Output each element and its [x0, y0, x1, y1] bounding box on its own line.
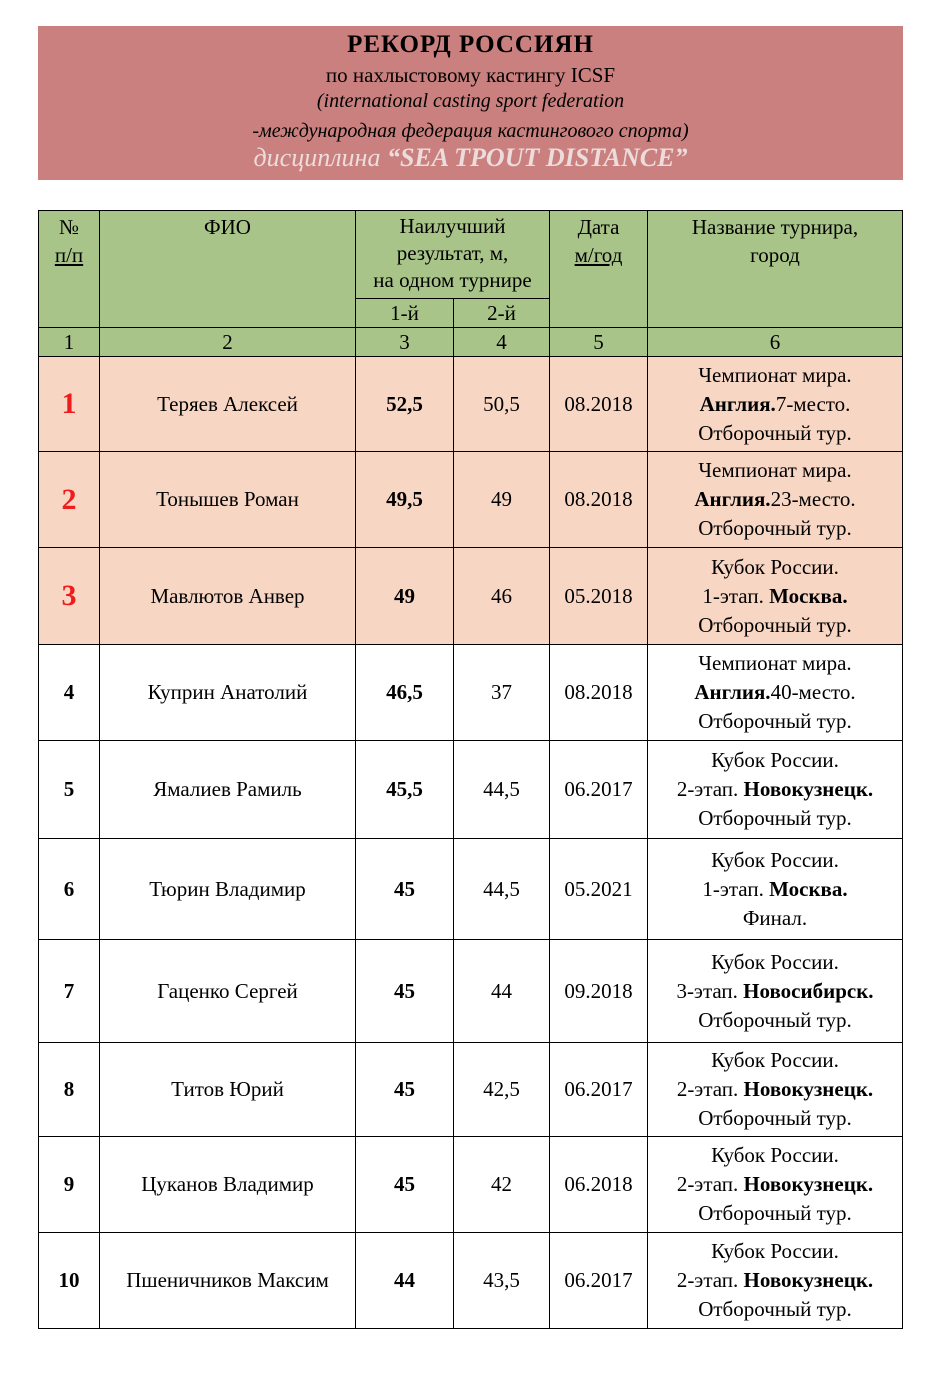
second-result-cell: 50,5 — [454, 357, 550, 452]
page-subtitle: по нахлыстовому кастингу ICSF — [325, 63, 616, 87]
tournament-line2 — [648, 678, 902, 707]
tournament-cell — [648, 645, 903, 741]
date-cell: 06.2017 — [550, 1043, 648, 1137]
location-text: Новосибирск. — [743, 978, 874, 1003]
tournament-line3: Отборочный тур. — [698, 1106, 852, 1130]
date-cell: 09.2018 — [550, 940, 648, 1043]
tournament-line2 — [648, 977, 902, 1006]
stage-text: 1-этап. — [702, 876, 770, 901]
date-cell: 08.2018 — [550, 452, 648, 548]
date-cell: 08.2018 — [550, 645, 648, 741]
tournament-line3: Отборочный тур. — [698, 1297, 852, 1321]
first-result-cell: 49 — [356, 548, 454, 645]
column-number: 3 — [356, 328, 454, 357]
second-result-cell: 44,5 — [454, 839, 550, 940]
location-text: Новокузнецк. — [743, 777, 874, 801]
name-cell: Пшеничников Максим — [100, 1233, 356, 1329]
tournament-cell — [648, 357, 903, 452]
table-row — [39, 548, 903, 645]
header-tournament — [648, 211, 903, 328]
header-name: ФИО — [100, 211, 356, 328]
second-result-cell: 43,5 — [454, 1233, 550, 1329]
location-text: Москва. — [769, 583, 848, 608]
title-banner — [38, 26, 903, 180]
date-cell: 05.2018 — [550, 548, 648, 645]
first-result-cell: 49,5 — [356, 452, 454, 548]
first-result-cell: 45 — [356, 1137, 454, 1233]
table-row — [39, 1043, 903, 1137]
table-row — [39, 839, 903, 940]
first-result-cell: 45 — [356, 839, 454, 940]
header-no-symbol: № — [58, 215, 80, 239]
first-result-cell: 45,5 — [356, 741, 454, 839]
location-text: Новокузнецк. — [743, 1268, 874, 1292]
place-text: 23-место. — [770, 487, 856, 511]
table-row — [39, 940, 903, 1043]
tournament-line3: Отборочный тур. — [698, 806, 852, 830]
name-cell: Куприн Анатолий — [100, 645, 356, 741]
name-cell: Цуканов Владимир — [100, 1137, 356, 1233]
tournament-line3: Финал. — [742, 905, 808, 930]
stage-text: 2-этап. — [676, 1268, 744, 1292]
name-cell: Мавлютов Анвер — [100, 548, 356, 645]
tournament-cell — [648, 1043, 903, 1137]
header-no-label: п/п — [54, 243, 84, 267]
tournament-line3: Отборочный тур. — [698, 420, 852, 445]
tournament-line3: Отборочный тур. — [698, 516, 852, 540]
tournament-line1: Чемпионат мира. — [698, 651, 852, 675]
header-best-second: 2-й — [454, 299, 550, 328]
tournament-line3: Отборочный тур. — [698, 612, 852, 637]
location-text: Новокузнецк. — [743, 1077, 874, 1101]
column-number-row — [39, 328, 903, 357]
name-cell: Ямалиев Рамиль — [100, 741, 356, 839]
tournament-line1: Чемпионат мира. — [698, 362, 852, 387]
date-cell: 05.2021 — [550, 839, 648, 940]
date-cell: 06.2017 — [550, 741, 648, 839]
tournament-cell — [648, 940, 903, 1043]
stage-text: 1-этап. — [702, 583, 770, 608]
tournament-cell — [648, 548, 903, 645]
rank-cell: 8 — [39, 1043, 100, 1137]
location-text: Москва. — [769, 876, 848, 901]
tournament-cell — [648, 1233, 903, 1329]
place-text: 40-место. — [770, 680, 856, 704]
tournament-line2 — [648, 875, 902, 904]
header-date — [550, 211, 648, 328]
date-cell: 08.2018 — [550, 357, 648, 452]
date-cell: 06.2018 — [550, 1137, 648, 1233]
table-row — [39, 645, 903, 741]
tournament-line2 — [648, 1266, 902, 1295]
header-best — [356, 211, 550, 299]
table-row — [39, 357, 903, 452]
tournament-cell — [648, 839, 903, 940]
rank-cell: 10 — [39, 1233, 100, 1329]
second-result-cell: 37 — [454, 645, 550, 741]
tournament-line1: Кубок России. — [711, 748, 839, 772]
tournament-line2 — [648, 390, 902, 419]
name-cell: Тонышев Роман — [100, 452, 356, 548]
first-result-cell: 52,5 — [356, 357, 454, 452]
page-title: РЕКОРД РОССИЯН — [347, 31, 594, 58]
records-table — [38, 210, 903, 1329]
second-result-cell: 42 — [454, 1137, 550, 1233]
tournament-line2 — [648, 1075, 902, 1104]
header-date-line2: м/год — [574, 243, 623, 267]
rank-cell: 7 — [39, 940, 100, 1043]
tournament-line3: Отборочный тур. — [698, 1007, 852, 1032]
second-result-cell: 42,5 — [454, 1043, 550, 1137]
tournament-line1: Чемпионат мира. — [698, 458, 852, 482]
header-best-line3: на одном турнире — [373, 268, 532, 292]
tournament-line1: Кубок России. — [711, 554, 839, 579]
header-date-line1: Дата — [577, 215, 620, 239]
tournament-cell — [648, 1137, 903, 1233]
header-best-line2: результат, м, — [396, 241, 509, 265]
table-row — [39, 452, 903, 548]
table-row — [39, 741, 903, 839]
tournament-line2 — [648, 582, 902, 611]
stage-text: 3-этап. — [676, 978, 744, 1003]
name-cell: Тюрин Владимир — [100, 839, 356, 940]
column-number: 2 — [100, 328, 356, 357]
rank-cell: 4 — [39, 645, 100, 741]
second-result-cell: 49 — [454, 452, 550, 548]
second-result-cell: 46 — [454, 548, 550, 645]
discipline-prefix: дисциплина — [253, 143, 387, 172]
tournament-line1: Кубок России. — [711, 847, 839, 872]
stage-text: 2-этап. — [676, 777, 744, 801]
rank-cell: 6 — [39, 839, 100, 940]
name-cell: Теряев Алексей — [100, 357, 356, 452]
org-russian: -международная федерация кастингового спорта) — [252, 120, 689, 142]
rank-cell: 3 — [39, 548, 100, 645]
column-number: 6 — [648, 328, 903, 357]
tournament-line1: Кубок России. — [711, 1048, 839, 1072]
rank-cell: 2 — [39, 452, 100, 548]
tournament-line2 — [648, 775, 902, 804]
name-cell: Гаценко Сергей — [100, 940, 356, 1043]
second-result-cell: 44,5 — [454, 741, 550, 839]
header-tournament-line2: город — [750, 243, 800, 267]
location-text: Новокузнецк. — [743, 1172, 874, 1196]
tournament-cell — [648, 452, 903, 548]
org-english: (international casting sport federation — [316, 90, 625, 112]
first-result-cell: 46,5 — [356, 645, 454, 741]
tournament-cell — [648, 741, 903, 839]
tournament-line3: Отборочный тур. — [698, 1201, 852, 1225]
header-no — [39, 211, 100, 328]
discipline-line — [38, 143, 903, 173]
tournament-line1: Кубок России. — [711, 1239, 839, 1263]
date-cell: 06.2017 — [550, 1233, 648, 1329]
discipline-name: “SEA TPOUT DISTANCE” — [386, 143, 688, 172]
name-cell: Титов Юрий — [100, 1043, 356, 1137]
first-result-cell: 45 — [356, 940, 454, 1043]
tournament-line3: Отборочный тур. — [698, 709, 852, 733]
location-text: Англия. — [694, 487, 771, 511]
rank-cell: 9 — [39, 1137, 100, 1233]
second-result-cell: 44 — [454, 940, 550, 1043]
column-number: 4 — [454, 328, 550, 357]
column-number: 1 — [39, 328, 100, 357]
location-text: Англия. — [699, 391, 776, 416]
tournament-line1: Кубок России. — [711, 949, 839, 974]
header-best-first: 1-й — [356, 299, 454, 328]
tournament-line2 — [648, 1170, 902, 1199]
rank-cell: 1 — [39, 357, 100, 452]
location-text: Англия. — [694, 680, 771, 704]
stage-text: 2-этап. — [676, 1077, 744, 1101]
rank-cell: 5 — [39, 741, 100, 839]
first-result-cell: 44 — [356, 1233, 454, 1329]
header-tournament-line1: Название турнира, — [691, 215, 859, 239]
column-number: 5 — [550, 328, 648, 357]
tournament-line2 — [648, 485, 902, 514]
table-row — [39, 1137, 903, 1233]
stage-text: 2-этап. — [676, 1172, 744, 1196]
first-result-cell: 45 — [356, 1043, 454, 1137]
header-best-line1: Наилучший — [399, 214, 506, 238]
tournament-line1: Кубок России. — [711, 1143, 839, 1167]
table-row — [39, 1233, 903, 1329]
place-text: 7-место. — [775, 391, 851, 416]
